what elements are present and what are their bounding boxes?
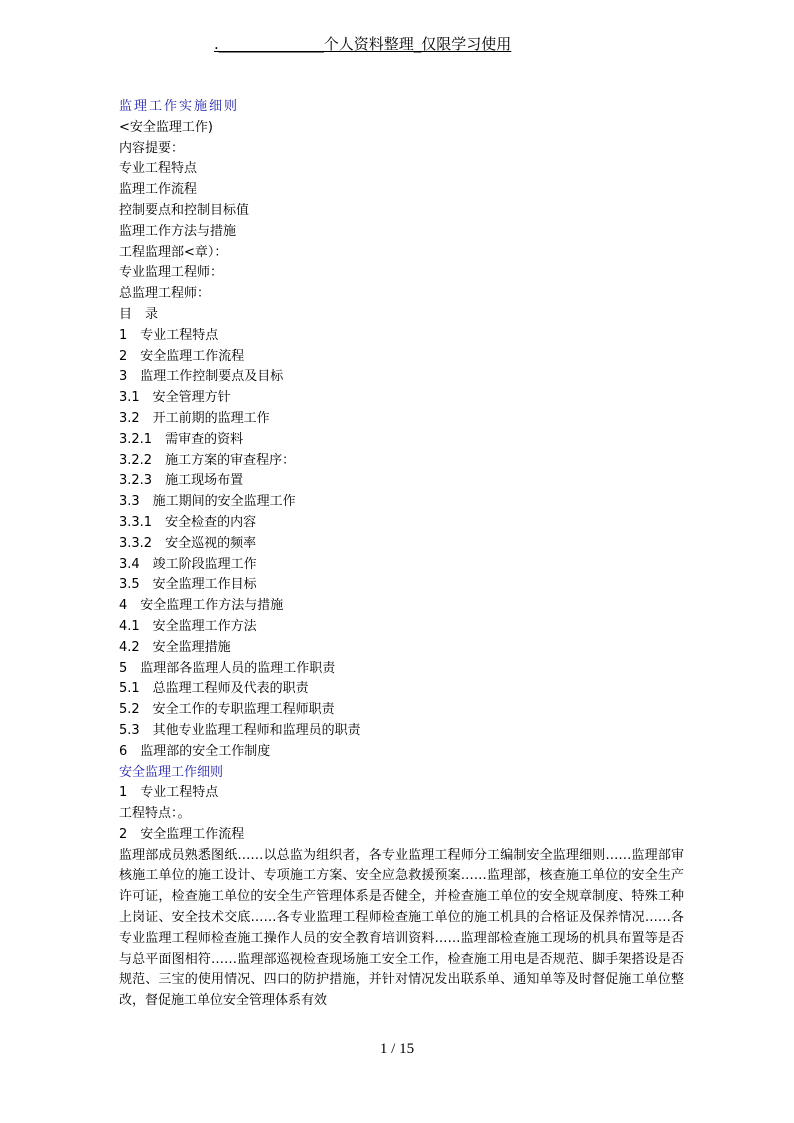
document-line: 1 专业工程特点 [119,327,219,343]
document-line: 1 专业工程特点 [119,785,219,801]
document-line: 3.3.2 安全巡视的频率 [119,535,257,551]
body-paragraph: 监理部成员熟悉图纸……以总监为组织者，各专业监理工程师分工编制安全监理细则……监理部审核施工单位的施工设计、专项施工方案、安全应急救援预案……监理部，核查施工单位的安全生产许可证，检查施工单位的安全生产管理体系是否健全，并检查施工单位的安全规章制度、特殊工种上岗证、安全技术交底……各专业监理工程师检查施工单位的施工机具的合格证及保养情况……各专业监理工程师检查施工操作人员的安全教育培训资料……监理部检查施工现场的机具布置等是否与总平面图相符……监理部巡视检查现场施工安全工作，检查施工用电是否规范、脚手架搭设是否规范、三宝的使用情况、四口的防护措施，并针对情况发出联系单、通知单等及时督促施工单位整改，督促施工单位安全管理体系有效 [119,847,684,1009]
document-title: 监理工作实施细则 [119,99,240,114]
document-line: 4.1 安全监理工作方法 [119,618,257,634]
document-line: 内容提要： [119,140,185,156]
document-line: 3.1 安全管理方针 [119,390,231,406]
outline-list [119,118,684,763]
page-number: 1 / 15 [379,1041,415,1057]
document-body [119,97,684,1012]
document-line: 3.3 施工期间的安全监理工作 [119,494,296,510]
document-line: 5 监理部各监理人员的监理工作职责 [119,660,336,676]
document-line: 4.2 安全监理措施 [119,639,231,655]
document-line: 目 录 [119,306,159,322]
document-line: 总监理工程师： [119,286,211,302]
document-line: 3 监理工作控制要点及目标 [119,369,284,385]
document-line: 3.5 安全监理工作目标 [119,577,257,593]
document-line: 3.2 开工前期的监理工作 [119,410,270,426]
document-line: 专业工程特点 [119,161,198,177]
document-line: 3.2.1 需审查的资料 [119,431,244,447]
document-line: 监理工作流程 [119,182,198,198]
document-line: 2 安全监理工作流程 [119,348,245,364]
document-line: 3.2.3 施工现场布置 [119,473,244,489]
document-line: 3.2.2 施工方案的审查程序： [119,452,296,468]
section-title: 安全监理工作细则 [119,764,224,780]
document-line: 3.3.1 安全检查的内容 [119,514,257,530]
document-line: 工程特点：。 [119,806,191,822]
document-line: 工程监理部<章）： [119,244,228,260]
document-line: 4 安全监理工作方法与措施 [119,598,284,614]
section-lines [119,783,684,845]
document-line: 监理工作方法与措施 [119,223,237,239]
document-line: 控制要点和控制目标值 [119,202,250,218]
document-line: 6 监理部的安全工作制度 [119,743,271,759]
document-line: 专业监理工程师： [119,265,224,281]
document-line: 5.1 总监理工程师及代表的职责 [119,681,309,697]
document-line: 2 安全监理工作流程 [119,826,245,842]
document-line: 5.2 安全工作的专职监理工程师职责 [119,702,335,718]
page-header: .______________个人资料整理_仅限学习使用 [214,35,512,53]
document-line: 3.4 竣工阶段监理工作 [119,556,257,572]
document-line: <安全监理工作) [119,119,213,135]
document-line: 5.3 其他专业监理工程师和监理员的职责 [119,722,361,738]
